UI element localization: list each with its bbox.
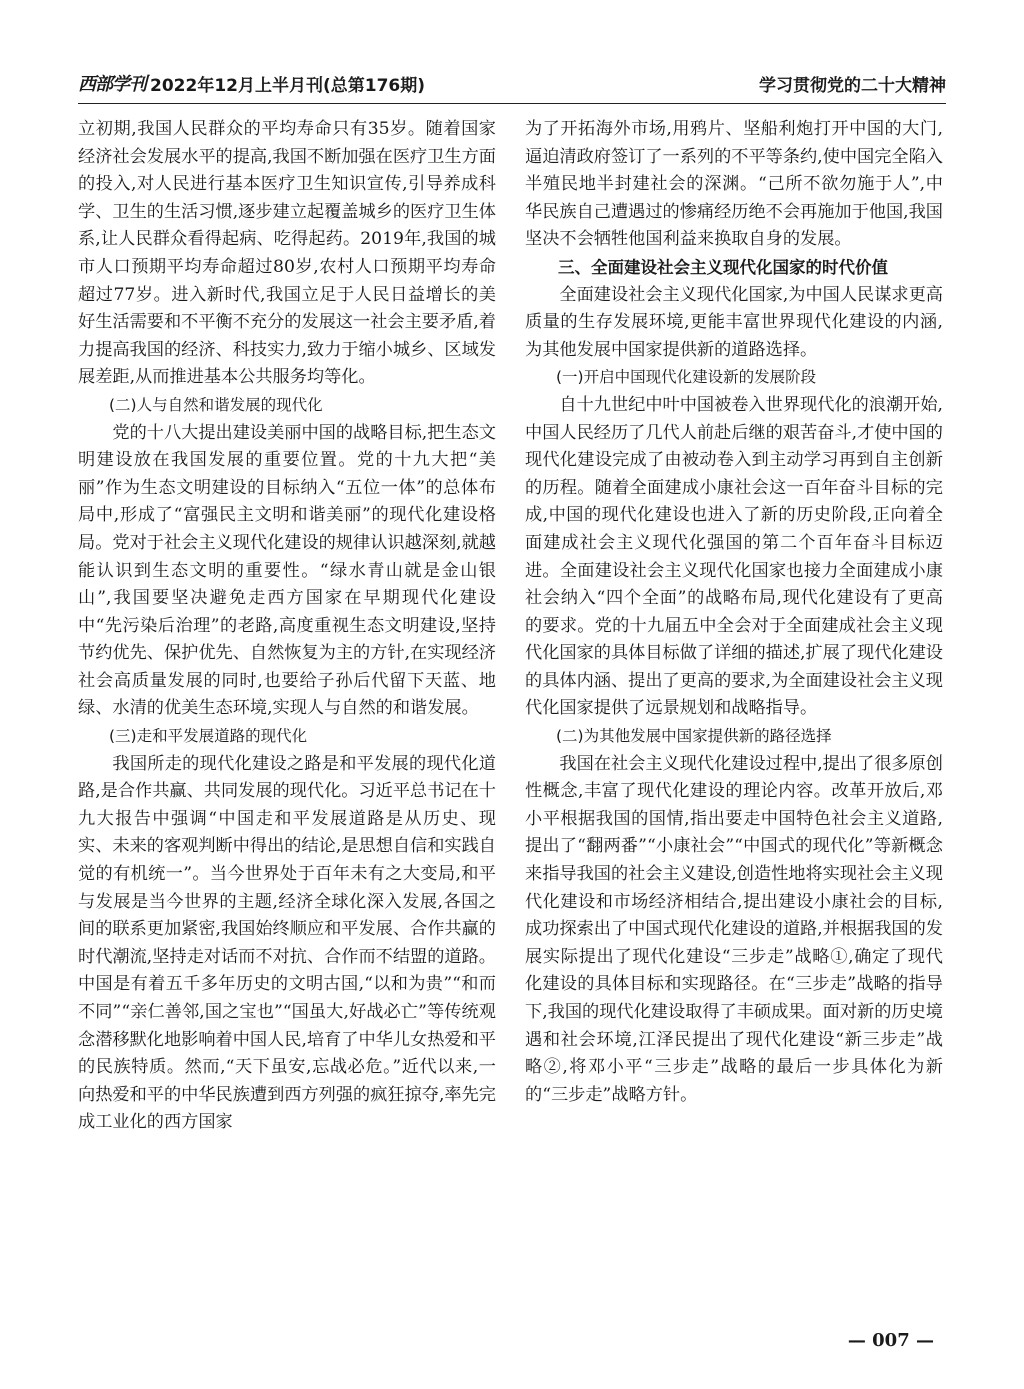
paragraph: 我国所走的现代化建设之路是和平发展的现代化道路,是合作共赢、共同发展的现代化。习近平总书记在十九大报告中强调“中国走和平发展道路是从历史、现实、未来的客观判断中得出的结论,是思想自信和实践自觉的有机统一”。当今世界处于百年未有之大变局,和平与发展是当今世界的主题,经济全球化深入发展,各国之间的联系更加紧密,我国始终顺应和平发展、合作共赢的时代潮流,坚持走对话而不对抗、合作而不结盟的道路。中国是有着五千多年历史的文明古国,“以和为贵”“和而不同”“亲仁善邻,国之宝也”“国虽大,好战必亡”等传统观念潜移默化地影响着中国人民,培育了中华儿女热爱和平的民族特质。然而,“天下虽安,忘战必危。”近代以来,一向热爱和平的中华民族遭到西方列强的疯狂掠夺,率先完成工业化的西方国家: [78, 753, 496, 1133]
page-number: — 007 —: [847, 1330, 934, 1351]
header-rule: [78, 103, 946, 104]
paragraph: 立初期,我国人民群众的平均寿命只有35岁。随着国家经济社会发展水平的提高,我国不断加强在医疗卫生方面的投入,对人民进行基本医疗卫生知识宣传,引导养成科学、卫生的生活习惯,逐步建立起覆盖城乡的医疗卫生体系,让人民群众看得起病、吃得起药。2019年,我国的城市人口预期平均寿命超过80岁,农村人口预期平均寿命超过77岁。进入新时代,我国立足于人民日益增长的美好生活需要和不平衡不充分的发展这一社会主要矛盾,着力提高我国的经济、科技实力,致力于缩小城乡、区域发展差距,从而推进基本公共服务均等化。: [78, 119, 496, 388]
paragraph: 全面建设社会主义现代化国家,为中国人民谋求更高质量的生存发展环境,更能丰富世界现代化建设的内涵,为其他发展中国家提供新的道路选择。: [525, 284, 943, 360]
subheading: (三)走和平发展道路的现代化: [109, 727, 308, 746]
section-title: 学习贯彻党的二十大精神: [759, 75, 946, 96]
journal-logo: 西部学刊: [78, 74, 146, 95]
right-column: [525, 116, 943, 1109]
section-heading: 三、全面建设社会主义现代化国家的时代价值: [558, 257, 888, 277]
subheading: (二)为其他发展中国家提供新的路径选择: [556, 727, 832, 746]
paragraph: 自十九世纪中叶中国被卷入世界现代化的浪潮开始,中国人民经历了几代人前赴后继的艰苦奋斗,才使中国的现代化建设完成了由被动卷入到主动学习再到自主创新的历程。随着全面建成小康社会这一百年奋斗目标的完成,中国的现代化建设也进入了新的历史阶段,正向着全面建成社会主义现代化强国的第二个百年奋斗目标迈进。全面建设社会主义现代化国家也接力全面建成小康社会纳入“四个全面”的战略布局,现代化建设有了更高的要求。党的十九届五中全会对于全面建成社会主义现代化国家的具体目标做了详细的描述,扩展了现代化建设的具体内涵、提出了更高的要求,为全面建设社会主义现代化国家提供了远景规划和战略指导。: [525, 394, 943, 719]
paragraph: 我国在社会主义现代化建设过程中,提出了很多原创性概念,丰富了现代化建设的理论内容。改革开放后,邓小平根据我国的国情,指出要走中国特色社会主义道路,提出了“翻两番”“小康社会”“中国式的现代化”等新概念来指导我国的社会主义建设,创造性地将实现社会主义现代化建设和市场经济相结合,提出建设小康社会的目标,成功探索出了中国式现代化建设的道路,并根据我国的发展实际提出了现代化建设“三步走”战略①,确定了现代化建设的具体目标和实现路径。在“三步走”战略的指导下,我国的现代化建设取得了丰硕成果。面对新的历史境遇和社会环境,江泽民提出了现代化建设“新三步走”战略②,将邓小平“三步走”战略的最后一步具体化为新的“三步走”战略方针。: [525, 753, 943, 1105]
subheading: (二)人与自然和谐发展的现代化: [109, 395, 323, 414]
subheading: (一)开启中国现代化建设新的发展阶段: [556, 368, 817, 387]
issue-info: 2022年12月上半月刊(总第176期): [150, 75, 425, 96]
paragraph: 为了开拓海外市场,用鸦片、坚船利炮打开中国的大门,逼迫清政府签订了一系列的不平等条约,使中国完全陷入半殖民地半封建社会的深渊。“己所不欲勿施于人”,中华民族自己遭遇过的惨痛经历绝不会再施加于他国,我国坚决不会牺牲他国利益来换取自身的发展。: [525, 119, 943, 250]
paragraph: 党的十八大提出建设美丽中国的战略目标,把生态文明建设放在我国发展的重要位置。党的十九大把“美丽”作为生态文明建设的目标纳入“五位一体”的总体布局中,形成了“富强民主文明和谐美丽”的现代化建设格局。党对于社会主义现代化建设的规律认识越深刻,就越能认识到生态文明的重要性。“绿水青山就是金山银山”,我国要坚决避免走西方国家在早期现代化建设中“先污染后治理”的老路,高度重视生态文明建设,坚持节约优先、保护优先、自然恢复为主的方针,在实现经济社会高质量发展的同时,也要给子孙后代留下天蓝、地绿、水清的优美生态环境,实现人与自然的和谐发展。: [78, 422, 496, 719]
left-column: [78, 116, 496, 1137]
running-header: [78, 66, 946, 100]
header-left: [78, 70, 425, 96]
